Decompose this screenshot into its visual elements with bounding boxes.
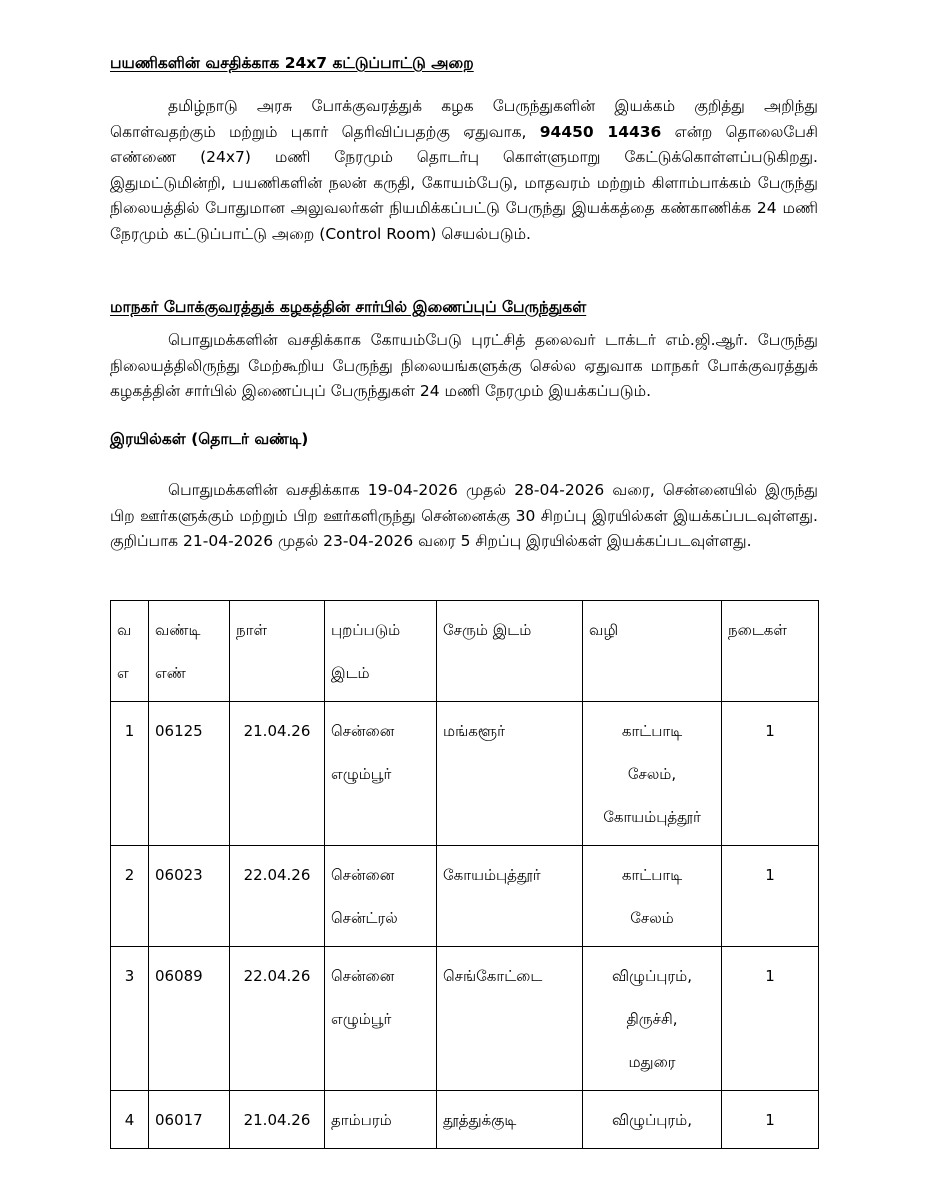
row-via: காட்பாடி சேலம் <box>583 846 722 947</box>
table-row <box>111 1091 819 1149</box>
control-room-text-2: என்ற தொலைபேசி எண்ணை (24x7) மணி நேரமும் தொடர்பு கொள்ளுமாறு கேட்டுக்கொள்ளப்படுகிறது. இதுமட்டுமின்றி, பயணிகளின் நலன் கருதி, கோயம்பேடு, மாதவரம் மற்றும் கிளாம்பாக்கம் பேருந்து நிலையத்தில் போதுமான அலுவலர்கள் நியமிக்கப்பட்டு பேருந்து இயக்கத்தை கண்காணிக்க 24 மணி நேரமும் கட்டுப்பாட்டு அறை (Control Room) செயல்படும். <box>110 122 819 243</box>
row-trips: 1 <box>722 1091 819 1149</box>
connecting-bus-heading: மாநகர் போக்குவரத்துக் கழகத்தின் சார்பில் இணைப்புப் பேருந்துகள் <box>110 298 587 316</box>
row-origin: சென்னை எழும்பூர் <box>325 702 437 846</box>
row-date: 21.04.26 <box>230 702 325 846</box>
trains-paragraph: பொதுமக்களின் வசதிக்காக 19-04-2026 முதல் 28-04-2026 வரை, சென்னையில் இருந்து பிற ஊர்களுக்கும் மற்றும் பிற ஊர்களிருந்து சென்னைக்கு 30 சிறப்பு இரயில்கள் இயக்கப்படவுள்ளது. குறிப்பாக 21-04-2026 முதல் 23-04-2026 வரை 5 சிறப்பு இரயில்கள் இயக்கப்படவுள்ளது. <box>110 481 818 550</box>
row-trips: 1 <box>722 846 819 947</box>
row-via: விழுப்புரம், <box>583 1091 722 1149</box>
row-via: காட்பாடி சேலம், கோயம்புத்தூர் <box>583 702 722 846</box>
row-train-number: 06125 <box>149 702 230 846</box>
header-date: நாள் <box>230 601 325 702</box>
control-room-text-1: தமிழ்நாடு அரசு போக்குவரத்துக் கழக பேருந்துகளின் இயக்கம் குறித்து அறிந்து கொள்வதற்கும் மற்றும் புகார் தெரிவிப்பதற்கு ஏதுவாக, <box>110 97 818 141</box>
row-via: விழுப்புரம், திருச்சி, மதுரை <box>583 947 722 1091</box>
row-origin: சென்னை சென்ட்ரல் <box>325 846 437 947</box>
row-sno: 4 <box>111 1091 149 1149</box>
connecting-bus-paragraph: பொதுமக்களின் வசதிக்காக கோயம்பேடு புரட்சித் தலைவர் டாக்டர் எம்.ஜி.ஆர். பேருந்து நிலையத்திலிருந்து மேற்கூறிய பேருந்து நிலையங்களுக்கு செல்ல ஏதுவாக மாநகர் போக்குவரத்துக் கழகத்தின் சார்பில் இணைப்புப் பேருந்துகள் 24 மணி நேரமும் இயக்கப்படும். <box>110 331 818 400</box>
row-train-number: 06023 <box>149 846 230 947</box>
row-date: 21.04.26 <box>230 1091 325 1149</box>
helpline-number: 94450 14436 <box>539 122 662 141</box>
row-destination: செங்கோட்டை <box>437 947 583 1091</box>
header-destination: சேரும் இடம் <box>437 601 583 702</box>
row-origin: தாம்பரம் <box>325 1091 437 1149</box>
row-destination: தூத்துக்குடி <box>437 1091 583 1149</box>
trains-heading: இரயில்கள் (தொடர் வண்டி) <box>110 430 309 448</box>
header-trips: நடைகள் <box>722 601 819 702</box>
control-room-paragraph <box>110 94 818 247</box>
header-sno: வ எ <box>111 601 149 702</box>
row-destination: மங்களூர் <box>437 702 583 846</box>
row-trips: 1 <box>722 702 819 846</box>
header-origin: புறப்படும் இடம் <box>325 601 437 702</box>
row-origin: சென்னை எழும்பூர் <box>325 947 437 1091</box>
row-sno: 2 <box>111 846 149 947</box>
control-room-heading: பயணிகளின் வசதிக்காக 24x7 கட்டுப்பாட்டு அறை <box>110 54 474 72</box>
header-train-number: வண்டி எண் <box>149 601 230 702</box>
header-via: வழி <box>583 601 722 702</box>
row-train-number: 06089 <box>149 947 230 1091</box>
row-sno: 1 <box>111 702 149 846</box>
row-destination: கோயம்புத்தூர் <box>437 846 583 947</box>
table-row <box>111 947 819 1091</box>
table-row <box>111 702 819 846</box>
row-sno: 3 <box>111 947 149 1091</box>
table-row <box>111 846 819 947</box>
table-header-row <box>111 601 819 702</box>
row-train-number: 06017 <box>149 1091 230 1149</box>
row-trips: 1 <box>722 947 819 1091</box>
special-trains-table <box>110 600 819 1149</box>
row-date: 22.04.26 <box>230 846 325 947</box>
row-date: 22.04.26 <box>230 947 325 1091</box>
